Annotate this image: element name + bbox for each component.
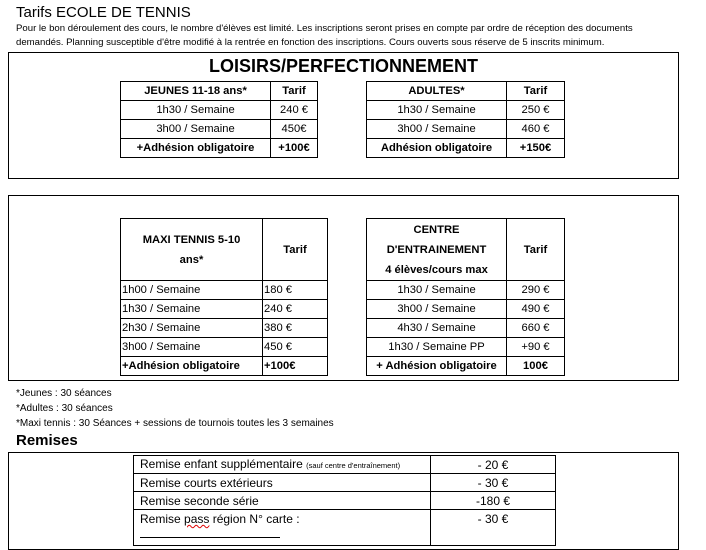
row-price: 250 € bbox=[507, 101, 565, 120]
row-price: 490 € bbox=[507, 300, 565, 319]
remise-label: Remise courts extérieurs bbox=[134, 474, 431, 492]
page-title: Tarifs ECOLE DE TENNIS bbox=[16, 4, 191, 21]
jeunes-header: JEUNES 11-18 ans* bbox=[121, 82, 271, 101]
row-price: 450€ bbox=[271, 120, 318, 139]
remise-label-pre: Remise bbox=[140, 512, 185, 526]
adultes-tarif-header: Tarif bbox=[507, 82, 565, 101]
row-label: 1h30 / Semaine PP bbox=[367, 338, 507, 357]
remise-label-pass: pass bbox=[184, 512, 210, 526]
row-label: 4h30 / Semaine bbox=[367, 319, 507, 338]
intro-text bbox=[16, 22, 696, 50]
table-row bbox=[134, 510, 556, 546]
row-label: 3h00 / Semaine bbox=[121, 120, 271, 139]
table-row bbox=[367, 281, 565, 300]
maxi-header bbox=[121, 219, 263, 281]
maxi-table bbox=[120, 218, 328, 376]
row-label: 2h30 / Semaine bbox=[121, 319, 263, 338]
table-row bbox=[121, 357, 328, 376]
remise-value: - 30 € bbox=[431, 474, 556, 492]
row-label: 1h00 / Semaine bbox=[121, 281, 263, 300]
row-label: +Adhésion obligatoire bbox=[121, 139, 271, 158]
note-jeunes: *Jeunes : 30 séances bbox=[16, 388, 112, 399]
row-label: 1h30 / Semaine bbox=[121, 101, 271, 120]
remise-label: Remise seconde série bbox=[134, 492, 431, 510]
row-label: 1h30 / Semaine bbox=[367, 101, 507, 120]
table-row bbox=[121, 281, 328, 300]
row-price: 290 € bbox=[507, 281, 565, 300]
footnotes bbox=[16, 386, 334, 431]
row-label: +Adhésion obligatoire bbox=[121, 357, 263, 376]
table-row bbox=[121, 319, 328, 338]
row-price: +100€ bbox=[271, 139, 318, 158]
row-price: 450 € bbox=[263, 338, 328, 357]
centre-header-line-2: D'ENTRAINEMENT bbox=[386, 243, 487, 256]
table-row bbox=[367, 139, 565, 158]
row-label: 3h00 / Semaine bbox=[367, 120, 507, 139]
table-row bbox=[134, 456, 556, 474]
jeunes-tarif-header: Tarif bbox=[271, 82, 318, 101]
row-price: +150€ bbox=[507, 139, 565, 158]
row-price: +90 € bbox=[507, 338, 565, 357]
note-maxi: *Maxi tennis : 30 Séances + sessions de tournois toutes les 3 semaines bbox=[16, 418, 334, 429]
maxi-centre-section bbox=[8, 195, 679, 381]
table-row bbox=[121, 101, 318, 120]
remise-value: - 30 € bbox=[431, 510, 556, 546]
remise-label-post: région N° carte : bbox=[209, 512, 300, 526]
centre-header bbox=[367, 219, 507, 281]
maxi-header-line-2: ans* bbox=[179, 253, 204, 266]
row-price: 240 € bbox=[271, 101, 318, 120]
adultes-table bbox=[366, 81, 565, 158]
table-row bbox=[121, 300, 328, 319]
row-price: 380 € bbox=[263, 319, 328, 338]
carte-number-field[interactable] bbox=[140, 536, 280, 538]
row-label: 1h30 / Semaine bbox=[367, 281, 507, 300]
table-row bbox=[134, 474, 556, 492]
note-adultes: *Adultes : 30 séances bbox=[16, 403, 113, 414]
centre-header-line-3: 4 élèves/cours max bbox=[385, 263, 488, 276]
remise-label bbox=[134, 456, 431, 474]
remise-label bbox=[134, 510, 431, 546]
table-row bbox=[367, 319, 565, 338]
row-price: 240 € bbox=[263, 300, 328, 319]
row-label: 3h00 / Semaine bbox=[121, 338, 263, 357]
row-price: 460 € bbox=[507, 120, 565, 139]
adultes-header: ADULTES* bbox=[367, 82, 507, 101]
table-row bbox=[121, 338, 328, 357]
row-label: 1h30 / Semaine bbox=[121, 300, 263, 319]
maxi-tarif-header: Tarif bbox=[263, 219, 328, 281]
intro-line-2: demandés. Planning susceptible d'être modifié à la rentrée en fonction des inscriptions. Cours ouverts sous réserve de 5 inscrits minimum. bbox=[16, 37, 605, 48]
centre-tarif-header: Tarif bbox=[507, 219, 565, 281]
jeunes-table bbox=[120, 81, 318, 158]
centre-header-line-1: CENTRE bbox=[413, 223, 460, 236]
table-row bbox=[121, 139, 318, 158]
table-row bbox=[367, 101, 565, 120]
table-row bbox=[367, 338, 565, 357]
table-row bbox=[367, 300, 565, 319]
table-row bbox=[367, 120, 565, 139]
remise-label-text: Remise enfant supplémentaire bbox=[140, 456, 303, 471]
remises-table bbox=[133, 455, 556, 546]
remise-value: - 20 € bbox=[431, 456, 556, 474]
remise-label-note: (sauf centre d'entraînement) bbox=[306, 460, 401, 470]
row-label: 3h00 / Semaine bbox=[367, 300, 507, 319]
table-row bbox=[121, 120, 318, 139]
maxi-header-line-1: MAXI TENNIS 5-10 bbox=[142, 233, 241, 246]
table-row bbox=[367, 357, 565, 376]
remises-heading: Remises bbox=[16, 432, 78, 449]
remise-value: -180 € bbox=[431, 492, 556, 510]
loisirs-heading: LOISIRS/PERFECTIONNEMENT bbox=[208, 56, 478, 76]
row-price: 660 € bbox=[507, 319, 565, 338]
centre-table bbox=[366, 218, 565, 376]
row-price: 180 € bbox=[263, 281, 328, 300]
table-row bbox=[134, 492, 556, 510]
intro-line-1: Pour le bon déroulement des cours, le nombre d'élèves est limité. Les inscriptions seront prises en compte par ordre de réception des documents bbox=[16, 23, 633, 34]
row-label: Adhésion obligatoire bbox=[367, 139, 507, 158]
row-price: +100€ bbox=[263, 357, 328, 376]
row-price: 100€ bbox=[507, 357, 565, 376]
row-label: + Adhésion obligatoire bbox=[367, 357, 507, 376]
